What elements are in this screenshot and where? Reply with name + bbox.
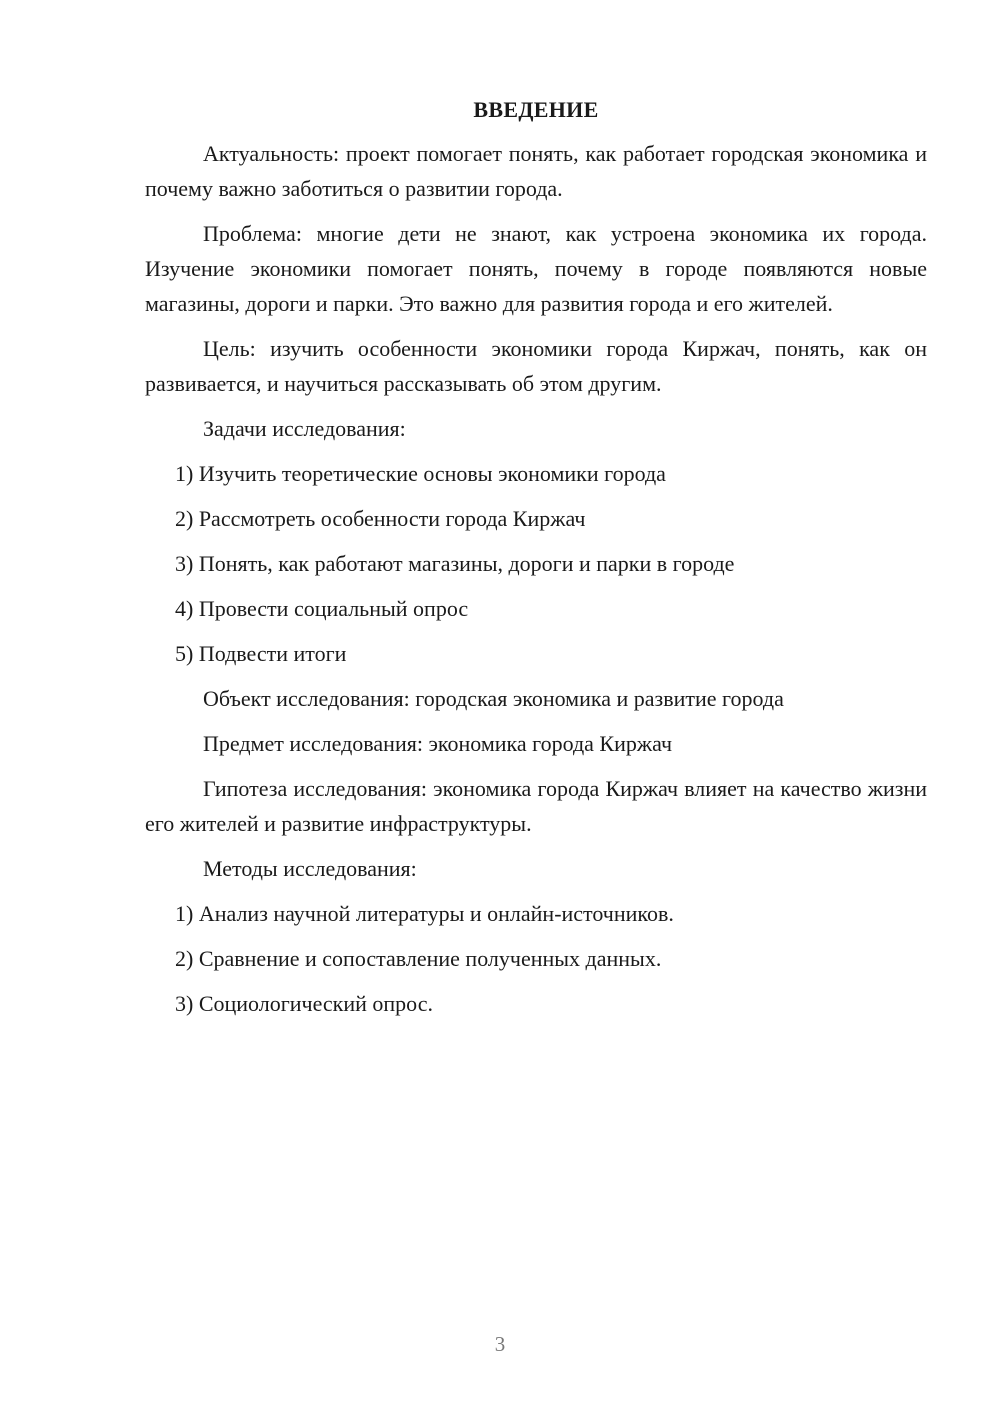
list-item: 2) Рассмотреть особенности города Киржач xyxy=(175,506,586,531)
relevance-paragraph: Актуальность: проект помогает понять, как работает городская экономика и почему важно заботиться о развитии города. xyxy=(145,141,927,201)
subject-line: Предмет исследования: экономика города Киржач xyxy=(203,731,673,756)
page-number: 3 xyxy=(494,1332,506,1356)
methods-heading: Методы исследования: xyxy=(203,856,417,881)
tasks-list xyxy=(145,456,927,671)
problem-paragraph: Проблема: многие дети не знают, как устроена экономика их города. Изучение экономики помогает понять, почему в городе появляются новые магазины, дороги и парки. Это важно для развития города и его жителей. xyxy=(145,221,927,316)
list-item: 3) Понять, как работают магазины, дороги и парки в городе xyxy=(175,551,735,576)
methods-list xyxy=(145,896,927,1021)
list-item: 2) Сравнение и сопоставление полученных данных. xyxy=(175,946,662,971)
list-item: 1) Анализ научной литературы и онлайн-источников. xyxy=(175,901,674,926)
tasks-heading: Задачи исследования: xyxy=(203,416,406,441)
goal-paragraph: Цель: изучить особенности экономики города Киржач, понять, как он развивается, и научиться рассказывать об этом другим. xyxy=(145,336,927,396)
list-item: 1) Изучить теоретические основы экономики города xyxy=(175,461,666,486)
list-item: 5) Подвести итоги xyxy=(175,641,347,666)
hypothesis-paragraph: Гипотеза исследования: экономика города Киржач влияет на качество жизни его жителей и развитие инфраструктуры. xyxy=(145,776,927,836)
list-item: 4) Провести социальный опрос xyxy=(175,596,469,621)
list-item: 3) Социологический опрос. xyxy=(175,991,433,1016)
object-line: Объект исследования: городская экономика и развитие города xyxy=(203,686,784,711)
document-page xyxy=(145,94,927,1031)
section-title: ВВЕДЕНИЕ xyxy=(473,97,599,122)
